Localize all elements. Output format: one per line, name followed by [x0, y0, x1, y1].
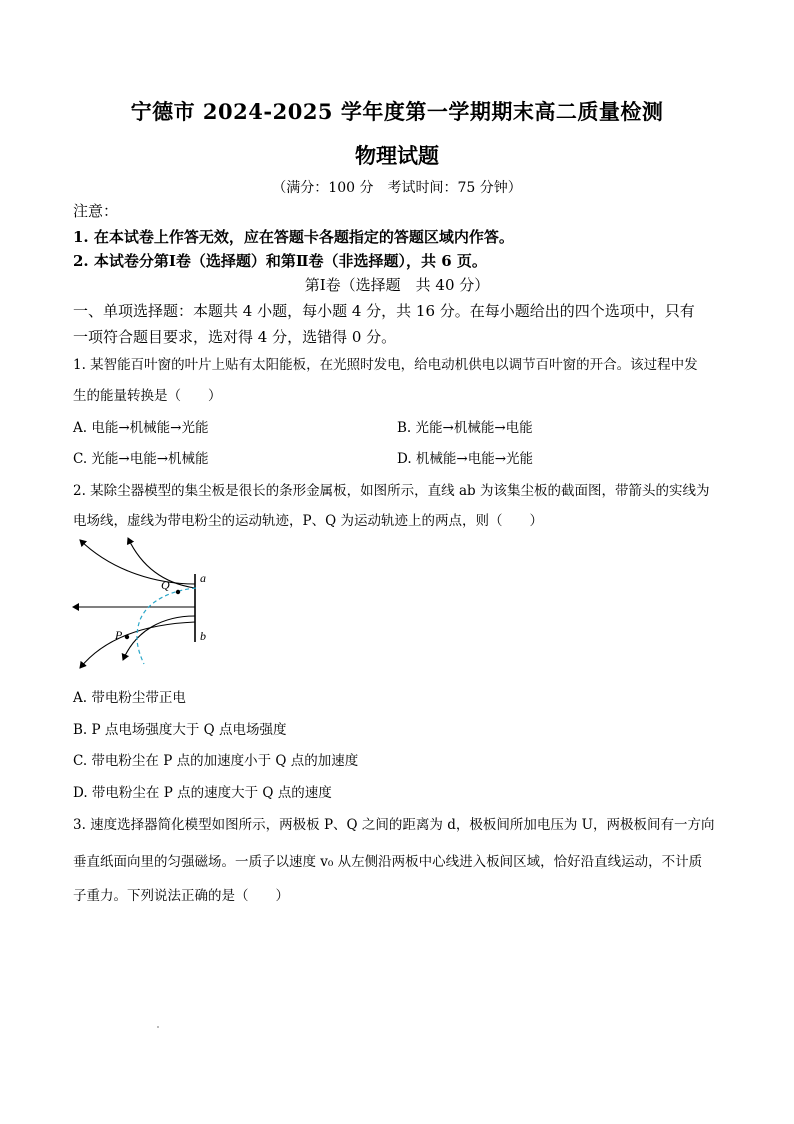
dust-trajectory — [137, 588, 196, 664]
notes-header: 注意： — [73, 202, 119, 220]
label-b: b — [200, 629, 206, 643]
label-p: P — [115, 628, 123, 642]
section-intro-line: 一、单项选择题：本题共 4 小题，每小题 4 分，共 16 分。在每小题给出的四个选项中，只有 — [73, 302, 695, 320]
dust-collector-figure — [68, 532, 218, 677]
point-q-dot — [176, 590, 180, 594]
note-item: 1. 在本试卷上作答无效，应在答题卡各题指定的答题区域内作答。 — [73, 228, 514, 246]
q3-stem-line: 3. 速度选择器简化模型如图所示，两极板 P、Q 之间的距离为 d，极板间所加电压为 U，两极板间有一方向 — [73, 817, 715, 833]
q2-option-c: C. 带电粉尘在 P 点的加速度小于 Q 点的加速度 — [73, 753, 359, 769]
note-item: 2. 本试卷分第Ⅰ卷（选择题）和第Ⅱ卷（非选择题），共 6 页。 — [73, 252, 487, 270]
q2-option-a: A. 带电粉尘带正电 — [73, 690, 186, 706]
q3-stem-line: 子重力。下列说法正确的是（ ） — [73, 888, 289, 904]
q1-option-b: B. 光能→机械能→电能 — [397, 420, 533, 436]
section-intro-line: 一项符合题目要求，选对得 4 分，选错得 0 分。 — [73, 328, 397, 346]
q1-option-a: A. 电能→机械能→光能 — [73, 420, 209, 436]
q2-option-b: B. P 点电场强度大于 Q 点电场强度 — [73, 722, 287, 738]
q1-stem-line: 1. 某智能百叶窗的叶片上贴有太阳能板，在光照时发电，给电动机供电以调节百叶窗的开合。该过程中发 — [73, 357, 698, 373]
scan-speck — [157, 1026, 159, 1028]
q1-option-c: C. 光能→电能→机械能 — [73, 451, 209, 467]
q2-stem-line: 2. 某除尘器模型的集尘板是很长的条形金属板，如图所示，直线 ab 为该集尘板的截面图，带箭头的实线为 — [73, 483, 710, 499]
exam-info: （满分：100 分 考试时间：75 分钟） — [272, 180, 522, 196]
label-a: a — [200, 571, 206, 585]
label-q: Q — [161, 578, 170, 592]
exam-title: 宁德市 2024-2025 学年度第一学期期末高二质量检测 — [130, 99, 664, 124]
point-p-dot — [125, 635, 129, 639]
q1-option-d: D. 机械能→电能→光能 — [397, 451, 534, 467]
subject-title: 物理试题 — [355, 143, 439, 168]
section-title: 第Ⅰ卷（选择题 共 40 分） — [304, 276, 490, 294]
q3-stem-line: 垂直纸面向里的匀强磁场。一质子以速度 v₀ 从左侧沿两板中心线进入板间区域，恰好沿直线运动，不计质 — [73, 854, 703, 870]
q2-stem-line: 电场线，虚线为带电粉尘的运动轨迹，P、Q 为运动轨迹上的两点，则（ ） — [73, 513, 543, 529]
q2-option-d: D. 带电粉尘在 P 点的速度大于 Q 点的速度 — [73, 785, 332, 801]
field-line — [80, 540, 195, 584]
q1-stem-line: 生的能量转换是（ ） — [73, 388, 222, 404]
